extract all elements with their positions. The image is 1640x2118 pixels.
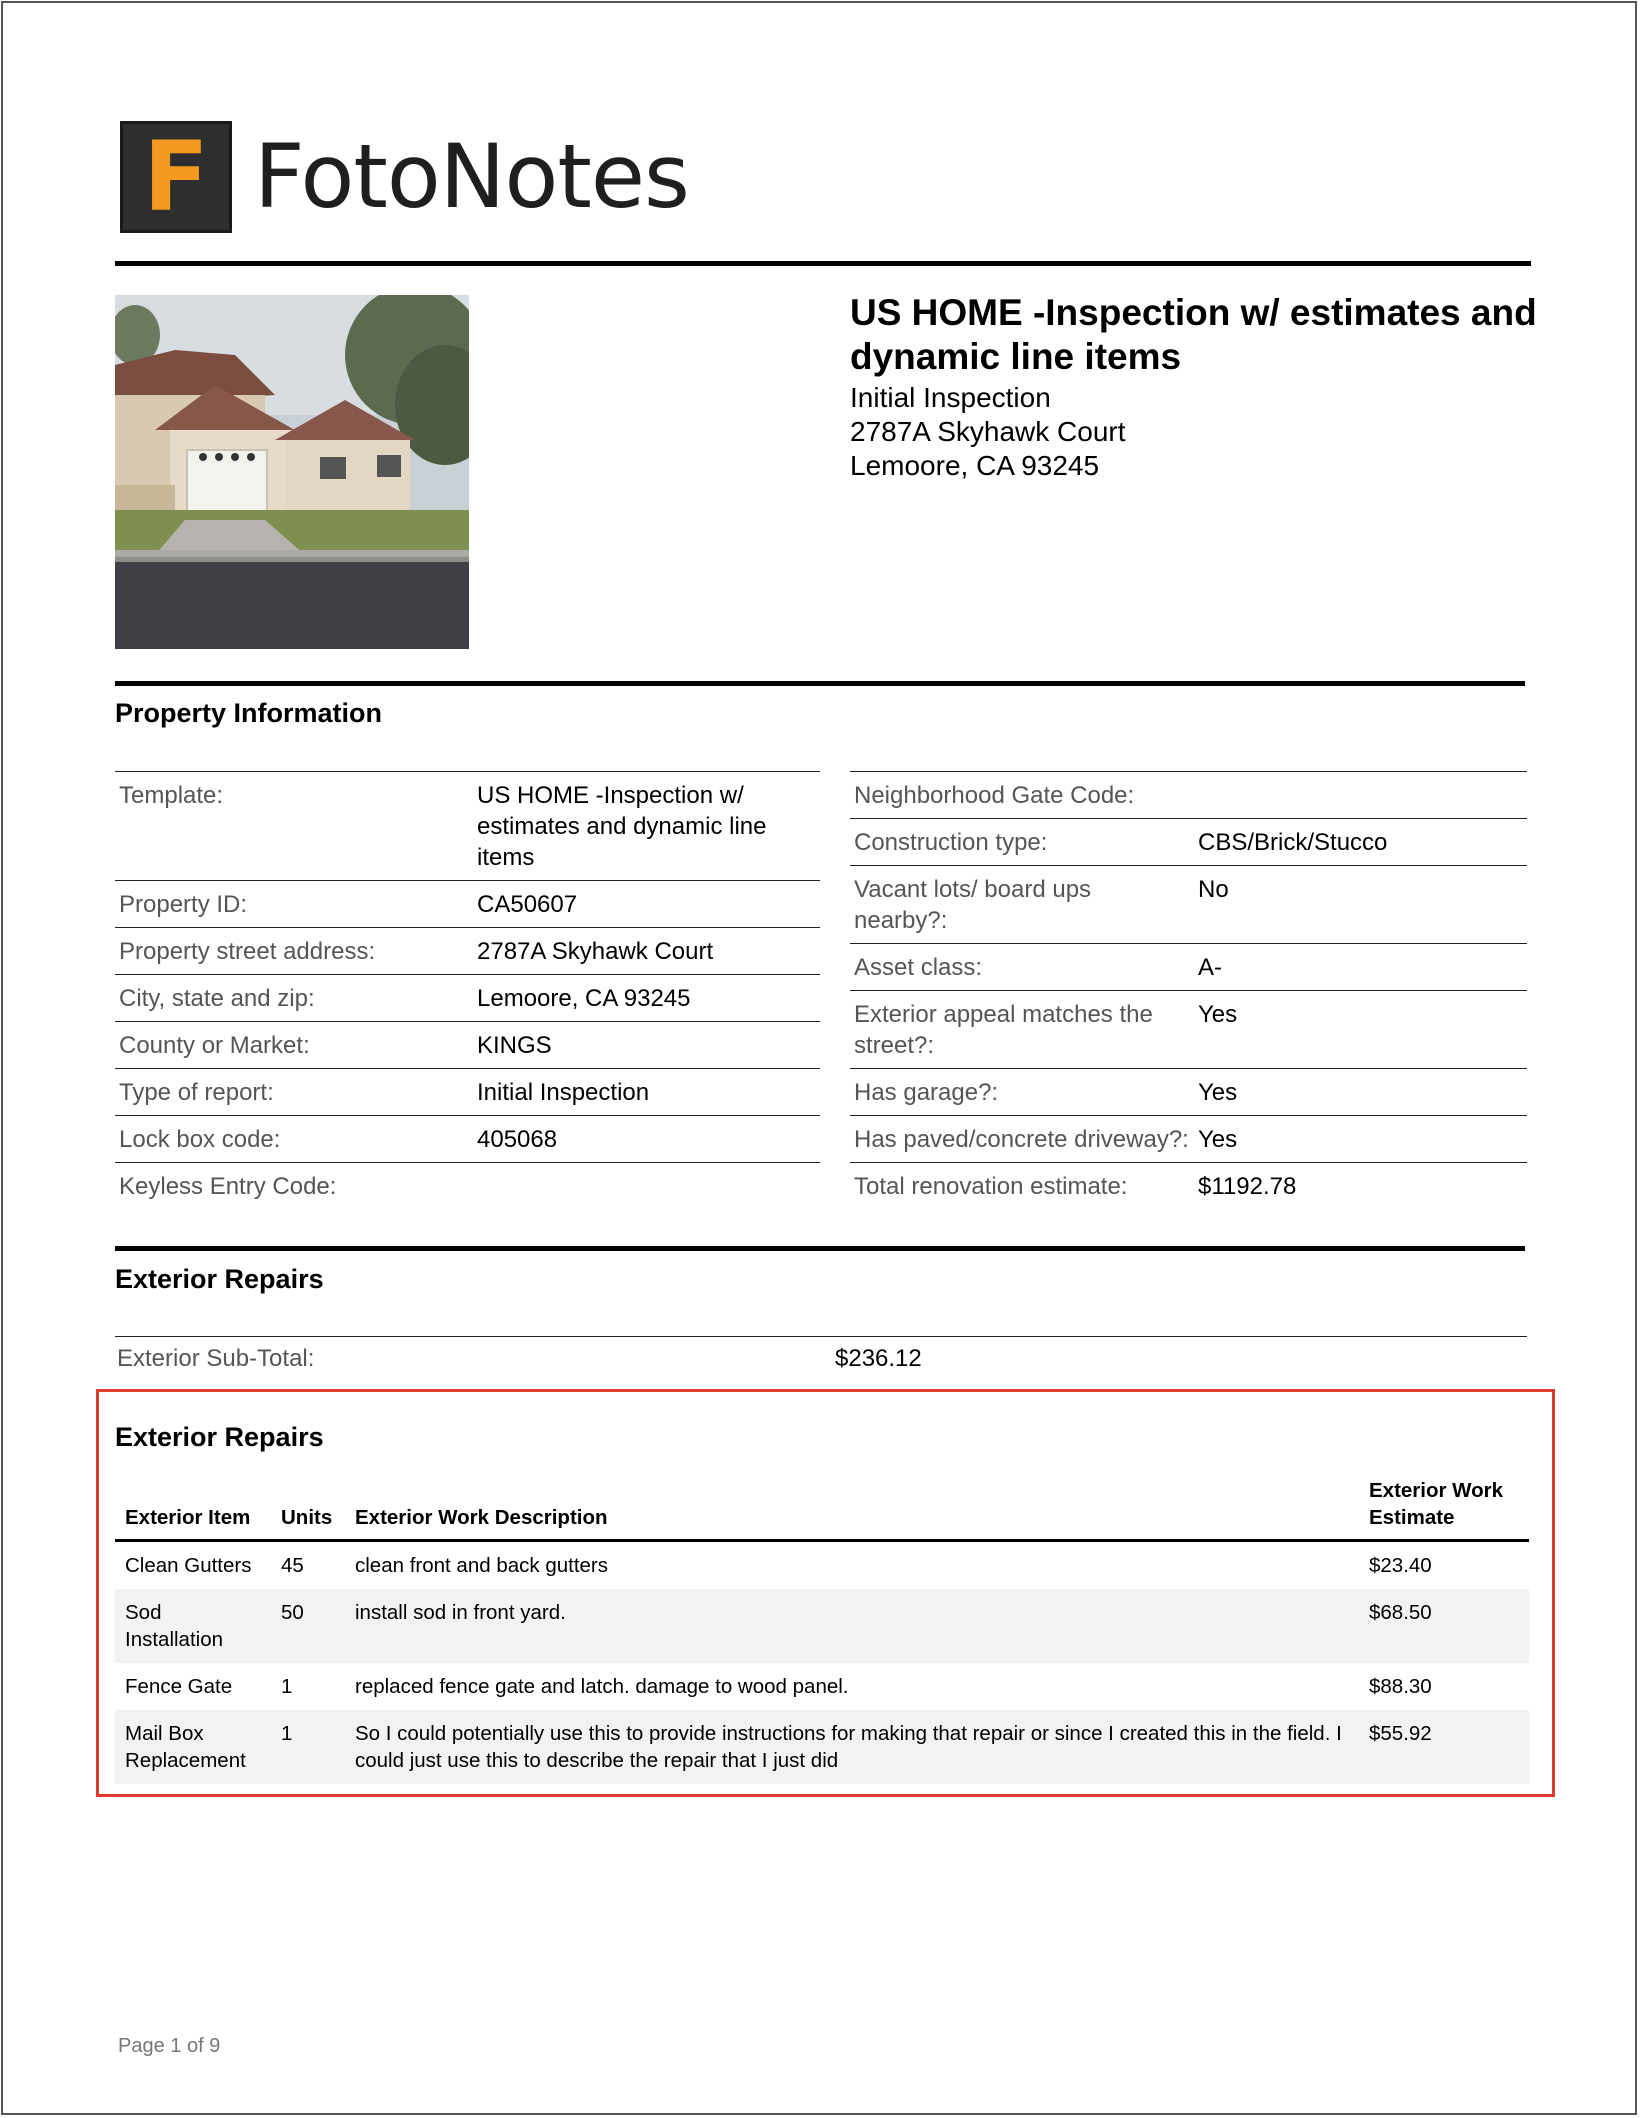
kv-value: CBS/Brick/Stucco: [1198, 829, 1388, 856]
kv-row: [850, 1069, 1527, 1116]
column-header-description: Exterior Work Description: [345, 1471, 1359, 1541]
kv-label: Exterior appeal matches the street?:: [854, 1001, 1153, 1059]
kv-label: Neighborhood Gate Code:: [854, 782, 1135, 809]
kv-label: Asset class:: [854, 954, 983, 981]
exterior-subtotal-value: $236.12: [835, 1345, 922, 1372]
property-info-left-table: [115, 771, 820, 1209]
kv-row: [115, 1069, 820, 1116]
kv-value: Yes: [1198, 1001, 1238, 1028]
table-row: [115, 1710, 1529, 1784]
kv-row: [115, 1022, 820, 1069]
kv-label: Property ID:: [119, 891, 248, 918]
kv-row: [115, 1116, 820, 1163]
kv-row: [850, 866, 1527, 944]
cell-estimate: $68.50: [1359, 1589, 1529, 1663]
kv-row: [115, 975, 820, 1022]
kv-label: Type of report:: [119, 1079, 274, 1106]
property-photo: [115, 295, 469, 649]
cell-units: 1: [281, 1675, 293, 1698]
kv-label: Lock box code:: [119, 1126, 281, 1153]
kv-value: [1194, 772, 1527, 819]
kv-label: Construction type:: [854, 829, 1048, 856]
section-divider: [115, 1246, 1525, 1251]
report-title: US HOME -Inspection w/ estimates and dynamic line items: [850, 292, 1537, 377]
kv-row: [850, 944, 1527, 991]
kv-label: Has garage?:: [854, 1079, 999, 1106]
cell-description: replaced fence gate and latch. damage to wood panel.: [355, 1675, 849, 1698]
kv-row: [850, 1116, 1527, 1163]
header-divider: [115, 261, 1531, 266]
kv-value: Initial Inspection: [477, 1079, 650, 1106]
kv-label: Vacant lots/ board ups nearby?:: [854, 876, 1092, 934]
logo-letter: F: [143, 121, 209, 233]
cell-item: Mail Box Replacement: [115, 1710, 271, 1784]
kv-label: Keyless Entry Code:: [119, 1173, 337, 1200]
kv-row: [850, 819, 1527, 866]
kv-label: Template:: [119, 782, 224, 809]
cell-description: clean front and back gutters: [355, 1554, 608, 1577]
kv-value: Lemoore, CA 93245: [477, 985, 691, 1012]
cell-units: 45: [281, 1554, 304, 1577]
exterior-repairs-heading: Exterior Repairs: [115, 1422, 324, 1452]
kv-row: [115, 928, 820, 975]
kv-value: $1192.78: [1198, 1173, 1297, 1200]
cell-description: install sod in front yard.: [345, 1589, 1359, 1663]
report-address-line2: Lemoore, CA 93245: [850, 450, 1100, 481]
exterior-subtotal-row: [115, 1336, 1527, 1372]
kv-value: US HOME -Inspection w/ estimates and dynamic line items: [477, 782, 767, 871]
kv-row: [850, 1163, 1527, 1210]
cell-item: Sod Installation: [115, 1589, 271, 1663]
cell-description: So I could potentially use this to provide instructions for making that repair or since I created this in the field. I could just use this to describe the repair that I just did: [345, 1710, 1359, 1784]
cell-units: 50: [271, 1589, 345, 1663]
exterior-repairs-table: [115, 1471, 1529, 1784]
kv-label: City, state and zip:: [119, 985, 315, 1012]
section-divider: [115, 681, 1525, 686]
kv-label: Property street address:: [119, 938, 376, 965]
table-row: [115, 1541, 1529, 1590]
page-number: Page 1 of 9: [118, 2035, 221, 2057]
column-header-estimate: Exterior Work Estimate: [1359, 1471, 1529, 1541]
kv-value: Yes: [1198, 1126, 1238, 1153]
cell-item: Fence Gate: [125, 1675, 233, 1698]
kv-value: 2787A Skyhawk Court: [477, 938, 714, 965]
table-header-row: [115, 1471, 1529, 1541]
report-type: Initial Inspection: [850, 382, 1051, 413]
kv-row: [115, 772, 820, 881]
kv-value: [473, 1163, 820, 1210]
report-address-line1: 2787A Skyhawk Court: [850, 416, 1126, 447]
report-header: [850, 291, 1550, 483]
kv-value: No: [1198, 876, 1229, 903]
kv-row: [850, 772, 1527, 819]
kv-label: County or Market:: [119, 1032, 310, 1059]
kv-label: Total renovation estimate:: [854, 1173, 1128, 1200]
table-row: [115, 1589, 1529, 1663]
kv-value: Yes: [1198, 1079, 1238, 1106]
table-row: [115, 1663, 1529, 1710]
cell-units: 1: [271, 1710, 345, 1784]
cell-estimate: $23.40: [1369, 1554, 1432, 1577]
fotonotes-logo: [120, 120, 689, 234]
kv-value: 405068: [477, 1126, 558, 1153]
property-information-heading: Property Information: [115, 698, 383, 728]
logo-wordmark: FotoNotes: [254, 125, 689, 228]
report-page: [1, 1, 1637, 2115]
kv-label: Has paved/concrete driveway?:: [854, 1126, 1189, 1153]
exterior-summary-heading: Exterior Repairs: [115, 1264, 324, 1294]
exterior-subtotal-label: Exterior Sub-Total:: [117, 1345, 315, 1372]
kv-row: [115, 1163, 820, 1210]
cell-item: Clean Gutters: [125, 1554, 252, 1577]
kv-row: [115, 881, 820, 928]
kv-value: A-: [1198, 954, 1222, 981]
cell-estimate: $55.92: [1359, 1710, 1529, 1784]
kv-value: CA50607: [477, 891, 578, 918]
kv-row: [850, 991, 1527, 1069]
property-info-right-table: [850, 771, 1527, 1209]
column-header-item: Exterior Item: [115, 1471, 271, 1541]
kv-value: KINGS: [477, 1032, 552, 1059]
column-header-units: Units: [271, 1471, 345, 1541]
logo-mark-icon: [120, 121, 232, 233]
cell-estimate: $88.30: [1369, 1675, 1432, 1698]
